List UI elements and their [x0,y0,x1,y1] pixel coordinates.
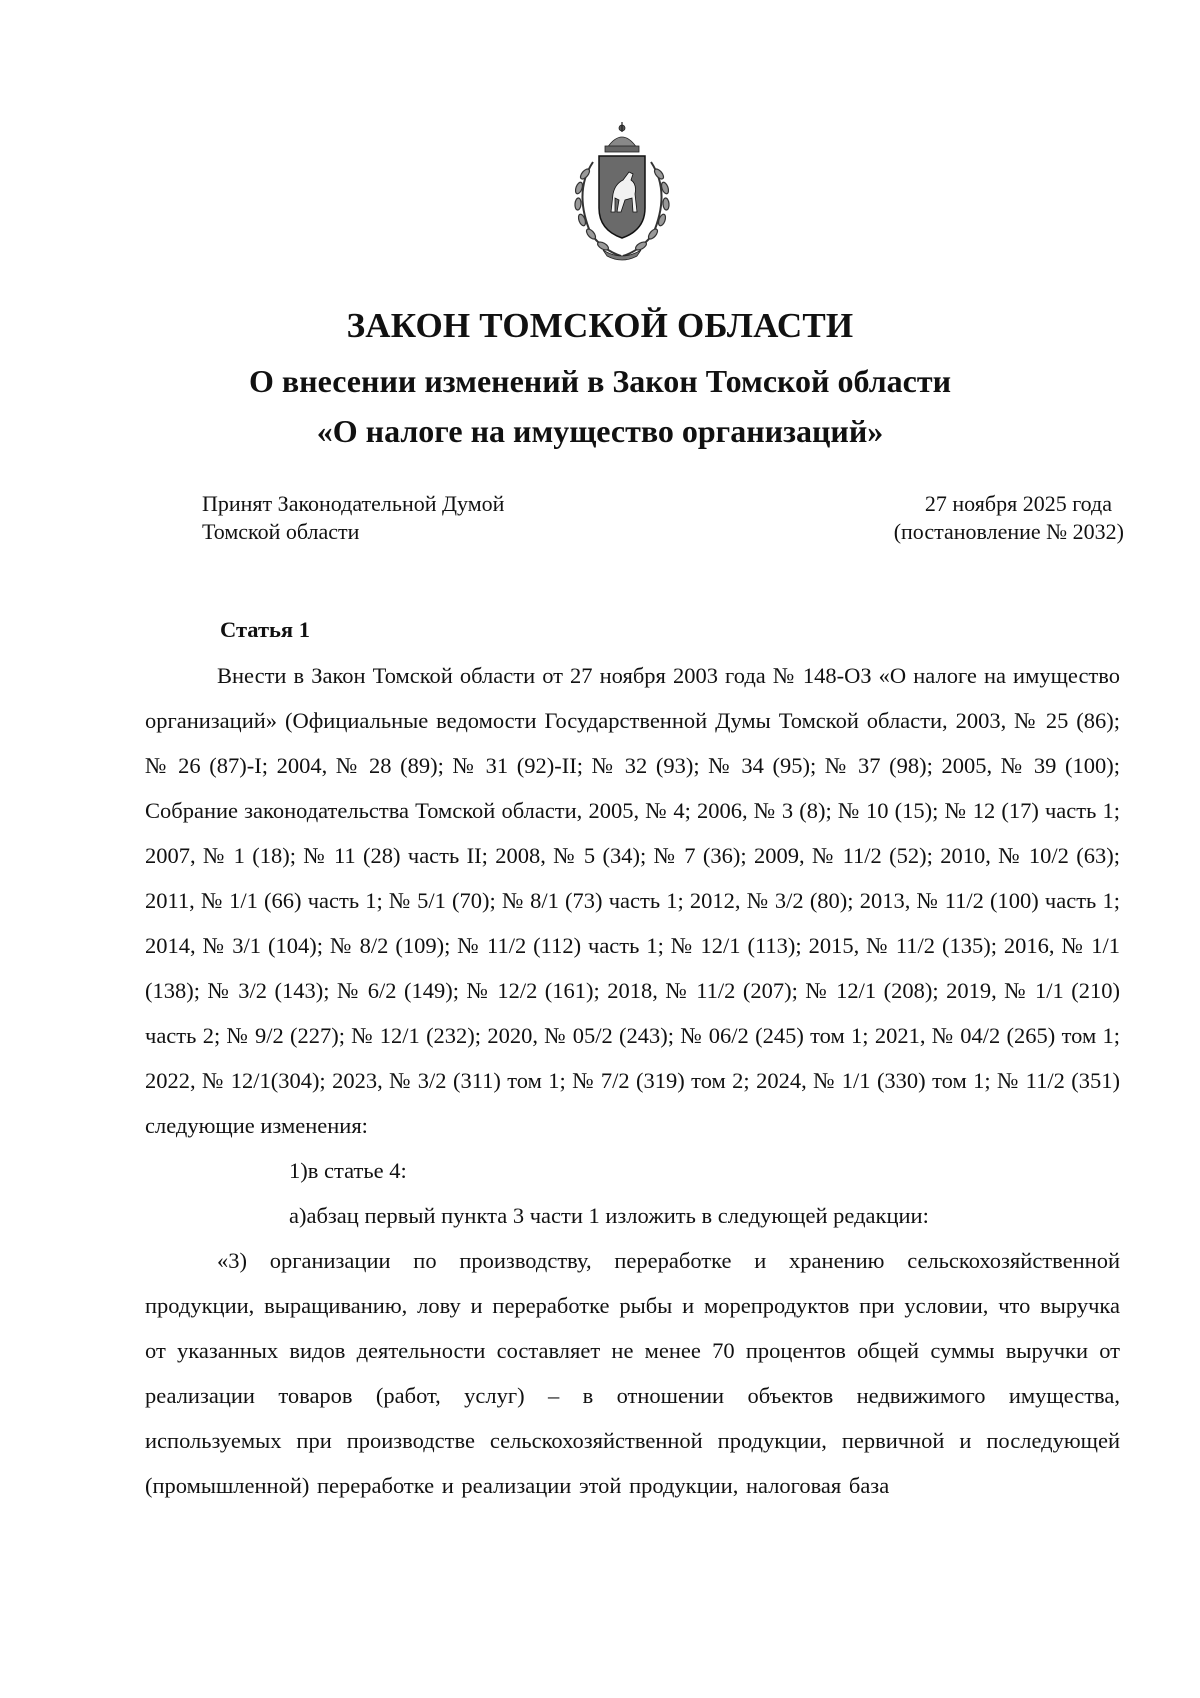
adopted-by-line-2: Томской области [202,519,360,544]
document-body [145,610,1120,1508]
item-number: 1) [289,1158,308,1183]
item-text: в статье 4: [307,1158,407,1183]
item-text: абзац первый пункта 3 части 1 изложить в следующей редакции: [306,1203,929,1228]
resolution-number: (постановление № 2032) [893,519,1124,544]
subtitle-line-1: О внесении изменений в Закон Томской области [249,363,951,399]
amendment-quote-paragraph: «3) организации по производству, переработке и хранению сельскохозяйственной продукции, выращиванию, лову и переработке рыбы и морепродуктов при условии, что выручка от указанных видов деятельности составляет не менее 70 процентов общей суммы выручки от реализации товаров (работ, услуг) – в отношении объектов недвижимого имущества, используемых при производстве сельскохозяйственной продукции, первичной и последующей (промышленной) переработке и реализации этой продукции, налоговая база [145,1248,1120,1498]
article-intro-paragraph: Внести в Закон Томской области от 27 ноября 2003 года № 148-ОЗ «О налоге на имущество организаций» (Официальные ведомости Государственной Думы Томской области, 2003, № 25 (86); № 26 (87)-I; 2004, № 28 (89); № 31 (92)-II; № 32 (93); № 34 (95); № 37 (98); 2005, № 39 (100); Собрание законодательства Томской области, 2005, № 4; 2006, № 3 (8); № 10 (15); № 12 (17) часть 1; 2007, № 1 (18); № 11 (28) часть II; 2008, № 5 (34); № 7 (36); 2009, № 11/2 (52); 2010, № 10/2 (63); 2011, № 1/1 (66) часть 1; № 5/1 (70); № 8/1 (73) часть 1; 2012, № 3/2 (80); 2013, № 11/2 (100) часть 1; 2014, № 3/1 (104); № 8/2 (109); № 11/2 (112) часть 1; № 12/1 (113); 2015, № 11/2 (135); 2016, № 1/1 (138); № 3/2 (143); № 6/2 (149); № 12/2 (161); 2018, № 11/2 (207); № 12/1 (208); 2019, № 1/1 (210) часть 2; № 9/2 (227); № 12/1 (232); 2020, № 05/2 (243); № 06/2 (245) том 1; 2021, № 04/2 (265) том 1; 2022, № 12/1(304); 2023, № 3/2 (311) том 1; № 7/2 (319) том 2; 2024, № 1/1 (330) том 1; № 11/2 (351) следующие изменения: [145,663,1120,1138]
list-item [145,1193,1120,1238]
adoption-date: 27 ноября 2025 года [924,491,1112,516]
adoption-date-block [894,490,1124,546]
document-title: ЗАКОН ТОМСКОЙ ОБЛАСТИ [346,306,854,345]
adopted-by-line-1: Принят Законодательной Думой [202,491,505,516]
item-number: а) [289,1203,307,1228]
document-subtitle [0,356,1200,456]
subtitle-line-2: «О налоге на имущество организаций» [316,413,884,449]
adopted-by [202,490,504,546]
coat-of-arms-icon [563,122,681,262]
list-item [145,1148,1120,1193]
title-block [0,306,1200,456]
article-heading: Статья 1 [220,617,310,642]
